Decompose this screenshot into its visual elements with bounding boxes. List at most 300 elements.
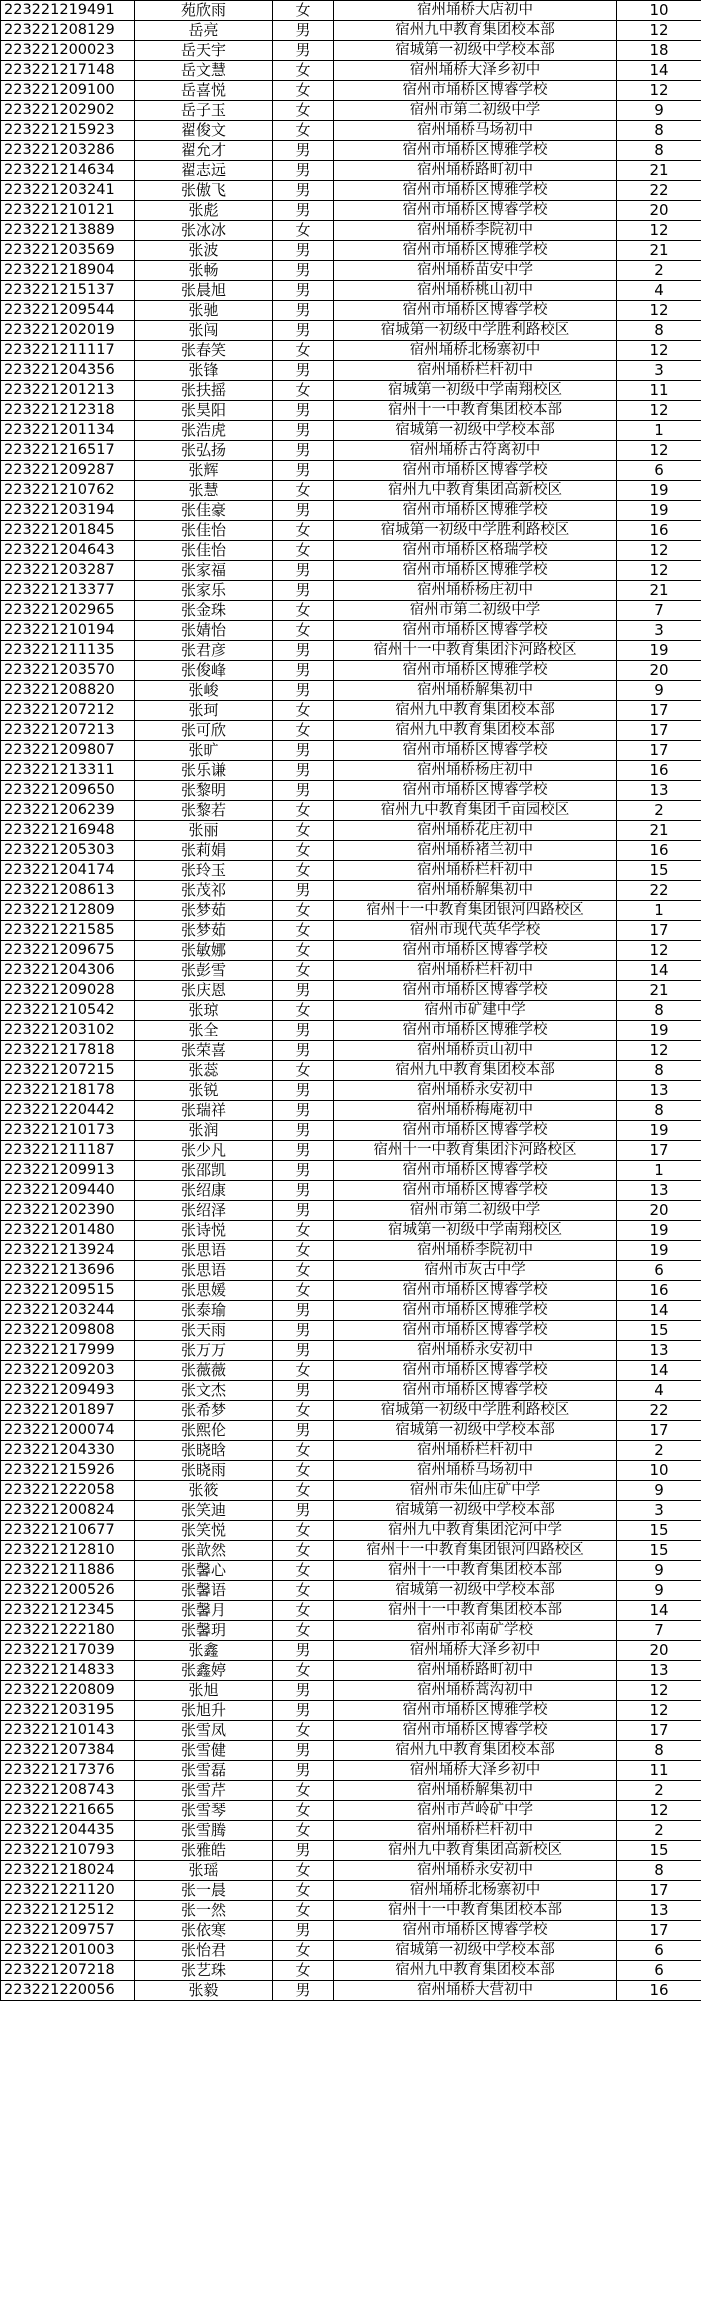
exam-id-cell: 223221208129 bbox=[1, 21, 135, 41]
student-name-cell: 张峻 bbox=[135, 681, 273, 701]
school-cell: 宿州埇桥路町初中 bbox=[334, 161, 617, 181]
school-cell: 宿州埇桥桃山初中 bbox=[334, 281, 617, 301]
table-row bbox=[1, 301, 701, 321]
table-row bbox=[1, 861, 701, 881]
gender-cell: 女 bbox=[273, 1, 334, 21]
number-cell: 7 bbox=[617, 601, 701, 621]
student-name-cell: 翟志远 bbox=[135, 161, 273, 181]
table-row bbox=[1, 1901, 701, 1921]
student-name-cell: 张馨心 bbox=[135, 1561, 273, 1581]
student-name-cell: 张诗悦 bbox=[135, 1221, 273, 1241]
number-cell: 15 bbox=[617, 1841, 701, 1861]
exam-id-cell: 223221221665 bbox=[1, 1801, 135, 1821]
gender-cell: 女 bbox=[273, 1361, 334, 1381]
gender-cell: 女 bbox=[273, 701, 334, 721]
table-row bbox=[1, 1641, 701, 1661]
gender-cell: 女 bbox=[273, 541, 334, 561]
student-name-cell: 岳亮 bbox=[135, 21, 273, 41]
number-cell: 2 bbox=[617, 261, 701, 281]
number-cell: 16 bbox=[617, 1981, 701, 2001]
school-cell: 宿州埇桥永安初中 bbox=[334, 1081, 617, 1101]
student-name-cell: 张乐谦 bbox=[135, 761, 273, 781]
table-row bbox=[1, 241, 701, 261]
gender-cell: 女 bbox=[273, 521, 334, 541]
table-row bbox=[1, 1341, 701, 1361]
number-cell: 19 bbox=[617, 641, 701, 661]
table-row bbox=[1, 1921, 701, 1941]
school-cell: 宿州市第二初级中学 bbox=[334, 1201, 617, 1221]
number-cell: 14 bbox=[617, 961, 701, 981]
gender-cell: 男 bbox=[273, 681, 334, 701]
number-cell: 12 bbox=[617, 941, 701, 961]
table-row bbox=[1, 1541, 701, 1561]
gender-cell: 女 bbox=[273, 1241, 334, 1261]
exam-id-cell: 223221217376 bbox=[1, 1761, 135, 1781]
number-cell: 16 bbox=[617, 1281, 701, 1301]
student-name-cell: 张金珠 bbox=[135, 601, 273, 621]
table-row bbox=[1, 1881, 701, 1901]
gender-cell: 女 bbox=[273, 1541, 334, 1561]
gender-cell: 男 bbox=[273, 1921, 334, 1941]
student-name-cell: 张文杰 bbox=[135, 1381, 273, 1401]
school-cell: 宿州埇桥大营初中 bbox=[334, 1981, 617, 2001]
gender-cell: 男 bbox=[273, 1141, 334, 1161]
student-name-cell: 翟允才 bbox=[135, 141, 273, 161]
number-cell: 12 bbox=[617, 441, 701, 461]
exam-id-cell: 223221215926 bbox=[1, 1461, 135, 1481]
school-cell: 宿州埇桥栏杆初中 bbox=[334, 961, 617, 981]
gender-cell: 男 bbox=[273, 281, 334, 301]
school-cell: 宿州市灰古中学 bbox=[334, 1261, 617, 1281]
gender-cell: 男 bbox=[273, 261, 334, 281]
school-cell: 宿州埇桥杨庄初中 bbox=[334, 581, 617, 601]
table-row bbox=[1, 701, 701, 721]
gender-cell: 女 bbox=[273, 81, 334, 101]
school-cell: 宿城第一初级中学胜利路校区 bbox=[334, 1401, 617, 1421]
number-cell: 6 bbox=[617, 1941, 701, 1961]
student-name-cell: 张绍泽 bbox=[135, 1201, 273, 1221]
number-cell: 12 bbox=[617, 561, 701, 581]
gender-cell: 男 bbox=[273, 301, 334, 321]
school-cell: 宿州埇桥解集初中 bbox=[334, 681, 617, 701]
table-row bbox=[1, 261, 701, 281]
table-row bbox=[1, 881, 701, 901]
student-name-cell: 张锋 bbox=[135, 361, 273, 381]
exam-id-cell: 223221213311 bbox=[1, 761, 135, 781]
number-cell: 6 bbox=[617, 1261, 701, 1281]
school-cell: 宿州埇桥永安初中 bbox=[334, 1341, 617, 1361]
exam-id-cell: 223221217148 bbox=[1, 61, 135, 81]
gender-cell: 女 bbox=[273, 1261, 334, 1281]
table-row bbox=[1, 1081, 701, 1101]
number-cell: 14 bbox=[617, 1301, 701, 1321]
school-cell: 宿州市埇桥区博雅学校 bbox=[334, 141, 617, 161]
exam-id-cell: 223221203102 bbox=[1, 1021, 135, 1041]
gender-cell: 女 bbox=[273, 961, 334, 981]
gender-cell: 男 bbox=[273, 141, 334, 161]
table-row bbox=[1, 1301, 701, 1321]
table-row bbox=[1, 181, 701, 201]
table-row bbox=[1, 1521, 701, 1541]
student-name-cell: 张春笑 bbox=[135, 341, 273, 361]
gender-cell: 男 bbox=[273, 501, 334, 521]
exam-id-cell: 223221202965 bbox=[1, 601, 135, 621]
table-row bbox=[1, 1741, 701, 1761]
student-name-cell: 张茂祁 bbox=[135, 881, 273, 901]
table-row bbox=[1, 841, 701, 861]
student-name-cell: 张可欣 bbox=[135, 721, 273, 741]
student-name-cell: 张冰冰 bbox=[135, 221, 273, 241]
exam-id-cell: 223221212345 bbox=[1, 1601, 135, 1621]
exam-id-cell: 223221211117 bbox=[1, 341, 135, 361]
table-row bbox=[1, 581, 701, 601]
school-cell: 宿州埇桥李院初中 bbox=[334, 221, 617, 241]
school-cell: 宿州市埇桥区博雅学校 bbox=[334, 661, 617, 681]
number-cell: 12 bbox=[617, 1041, 701, 1061]
table-row bbox=[1, 1161, 701, 1181]
table-row bbox=[1, 1961, 701, 1981]
number-cell: 1 bbox=[617, 421, 701, 441]
gender-cell: 男 bbox=[273, 1041, 334, 1061]
gender-cell: 男 bbox=[273, 1341, 334, 1361]
exam-id-cell: 223221211886 bbox=[1, 1561, 135, 1581]
exam-id-cell: 223221203569 bbox=[1, 241, 135, 261]
gender-cell: 男 bbox=[273, 1501, 334, 1521]
table-row bbox=[1, 1621, 701, 1641]
exam-id-cell: 223221213889 bbox=[1, 221, 135, 241]
number-cell: 4 bbox=[617, 1381, 701, 1401]
table-row bbox=[1, 1981, 701, 2001]
school-cell: 宿州九中教育集团校本部 bbox=[334, 1961, 617, 1981]
gender-cell: 男 bbox=[273, 1841, 334, 1861]
table-row bbox=[1, 121, 701, 141]
gender-cell: 女 bbox=[273, 1861, 334, 1881]
table-row bbox=[1, 821, 701, 841]
student-name-cell: 张泰瑜 bbox=[135, 1301, 273, 1321]
table-row bbox=[1, 381, 701, 401]
table-row bbox=[1, 741, 701, 761]
table-row bbox=[1, 721, 701, 741]
school-cell: 宿城第一初级中学南翔校区 bbox=[334, 1221, 617, 1241]
gender-cell: 男 bbox=[273, 21, 334, 41]
exam-id-cell: 223221214634 bbox=[1, 161, 135, 181]
table-row bbox=[1, 1461, 701, 1481]
number-cell: 19 bbox=[617, 1221, 701, 1241]
student-name-cell: 张蕊 bbox=[135, 1061, 273, 1081]
school-cell: 宿州埇桥解集初中 bbox=[334, 1781, 617, 1801]
gender-cell: 男 bbox=[273, 1301, 334, 1321]
number-cell: 19 bbox=[617, 1241, 701, 1261]
exam-id-cell: 223221202390 bbox=[1, 1201, 135, 1221]
school-cell: 宿州市埇桥区博雅学校 bbox=[334, 1021, 617, 1041]
exam-id-cell: 223221200074 bbox=[1, 1421, 135, 1441]
school-cell: 宿州市矿建中学 bbox=[334, 1001, 617, 1021]
exam-id-cell: 223221217039 bbox=[1, 1641, 135, 1661]
table-row bbox=[1, 901, 701, 921]
number-cell: 14 bbox=[617, 61, 701, 81]
table-row bbox=[1, 81, 701, 101]
exam-id-cell: 223221207218 bbox=[1, 1961, 135, 1981]
table-row bbox=[1, 221, 701, 241]
gender-cell: 女 bbox=[273, 1281, 334, 1301]
table-row bbox=[1, 461, 701, 481]
exam-id-cell: 223221214833 bbox=[1, 1661, 135, 1681]
exam-id-cell: 223221203244 bbox=[1, 1301, 135, 1321]
student-name-cell: 张绍康 bbox=[135, 1181, 273, 1201]
table-row bbox=[1, 1601, 701, 1621]
exam-id-cell: 223221204174 bbox=[1, 861, 135, 881]
student-name-cell: 张驰 bbox=[135, 301, 273, 321]
gender-cell: 女 bbox=[273, 1661, 334, 1681]
table-row bbox=[1, 1201, 701, 1221]
number-cell: 12 bbox=[617, 1801, 701, 1821]
student-name-cell: 张晓雨 bbox=[135, 1461, 273, 1481]
number-cell: 12 bbox=[617, 301, 701, 321]
number-cell: 12 bbox=[617, 541, 701, 561]
student-name-cell: 张鑫婷 bbox=[135, 1661, 273, 1681]
number-cell: 16 bbox=[617, 841, 701, 861]
school-cell: 宿城第一初级中学校本部 bbox=[334, 1581, 617, 1601]
exam-id-cell: 223221207212 bbox=[1, 701, 135, 721]
gender-cell: 女 bbox=[273, 221, 334, 241]
gender-cell: 女 bbox=[273, 1621, 334, 1641]
school-cell: 宿城第一初级中学校本部 bbox=[334, 1501, 617, 1521]
student-name-cell: 张佳豪 bbox=[135, 501, 273, 521]
number-cell: 10 bbox=[617, 1, 701, 21]
student-name-cell: 张雪磊 bbox=[135, 1761, 273, 1781]
school-cell: 宿州九中教育集团高新校区 bbox=[334, 1841, 617, 1861]
number-cell: 9 bbox=[617, 681, 701, 701]
number-cell: 8 bbox=[617, 321, 701, 341]
number-cell: 12 bbox=[617, 81, 701, 101]
gender-cell: 女 bbox=[273, 621, 334, 641]
table-row bbox=[1, 1821, 701, 1841]
gender-cell: 女 bbox=[273, 1781, 334, 1801]
exam-id-cell: 223221208613 bbox=[1, 881, 135, 901]
gender-cell: 女 bbox=[273, 1941, 334, 1961]
student-name-cell: 张晓晗 bbox=[135, 1441, 273, 1461]
number-cell: 17 bbox=[617, 921, 701, 941]
school-cell: 宿州十一中教育集团校本部 bbox=[334, 1561, 617, 1581]
table-row bbox=[1, 1021, 701, 1041]
school-cell: 宿州市埇桥区博睿学校 bbox=[334, 1161, 617, 1181]
exam-id-cell: 223221212318 bbox=[1, 401, 135, 421]
student-name-cell: 张珂 bbox=[135, 701, 273, 721]
exam-id-cell: 223221202902 bbox=[1, 101, 135, 121]
gender-cell: 女 bbox=[273, 1601, 334, 1621]
school-cell: 宿州市埇桥区博雅学校 bbox=[334, 501, 617, 521]
table-row bbox=[1, 541, 701, 561]
number-cell: 9 bbox=[617, 1481, 701, 1501]
number-cell: 15 bbox=[617, 1541, 701, 1561]
gender-cell: 男 bbox=[273, 1081, 334, 1101]
table-row bbox=[1, 41, 701, 61]
school-cell: 宿州九中教育集团校本部 bbox=[334, 701, 617, 721]
exam-id-cell: 223221206239 bbox=[1, 801, 135, 821]
gender-cell: 男 bbox=[273, 1421, 334, 1441]
number-cell: 22 bbox=[617, 881, 701, 901]
gender-cell: 女 bbox=[273, 101, 334, 121]
gender-cell: 女 bbox=[273, 1561, 334, 1581]
school-cell: 宿州市埇桥区博睿学校 bbox=[334, 1921, 617, 1941]
student-name-cell: 张筱 bbox=[135, 1481, 273, 1501]
school-cell: 宿州市埇桥区博睿学校 bbox=[334, 981, 617, 1001]
table-row bbox=[1, 1941, 701, 1961]
school-cell: 宿州市埇桥区博雅学校 bbox=[334, 181, 617, 201]
student-name-cell: 张梦茹 bbox=[135, 921, 273, 941]
table-row bbox=[1, 1361, 701, 1381]
exam-id-cell: 223221213696 bbox=[1, 1261, 135, 1281]
table-row bbox=[1, 1861, 701, 1881]
exam-id-cell: 223221209203 bbox=[1, 1361, 135, 1381]
school-cell: 宿城第一初级中学校本部 bbox=[334, 41, 617, 61]
student-name-cell: 张旭升 bbox=[135, 1701, 273, 1721]
student-table-body bbox=[1, 1, 701, 2001]
number-cell: 21 bbox=[617, 581, 701, 601]
gender-cell: 男 bbox=[273, 581, 334, 601]
school-cell: 宿州埇桥栏杆初中 bbox=[334, 1821, 617, 1841]
school-cell: 宿城第一初级中学校本部 bbox=[334, 1941, 617, 1961]
gender-cell: 男 bbox=[273, 661, 334, 681]
student-name-cell: 张少凡 bbox=[135, 1141, 273, 1161]
school-cell: 宿州埇桥路町初中 bbox=[334, 1661, 617, 1681]
gender-cell: 男 bbox=[273, 461, 334, 481]
gender-cell: 女 bbox=[273, 801, 334, 821]
student-name-cell: 岳喜悦 bbox=[135, 81, 273, 101]
student-name-cell: 张雪健 bbox=[135, 1741, 273, 1761]
number-cell: 10 bbox=[617, 1461, 701, 1481]
student-name-cell: 张辉 bbox=[135, 461, 273, 481]
table-row bbox=[1, 1481, 701, 1501]
gender-cell: 女 bbox=[273, 121, 334, 141]
exam-id-cell: 223221200824 bbox=[1, 1501, 135, 1521]
exam-id-cell: 223221202019 bbox=[1, 321, 135, 341]
school-cell: 宿州九中教育集团校本部 bbox=[334, 1061, 617, 1081]
student-name-cell: 张扶摇 bbox=[135, 381, 273, 401]
school-cell: 宿州十一中教育集团校本部 bbox=[334, 1601, 617, 1621]
table-row bbox=[1, 981, 701, 1001]
number-cell: 12 bbox=[617, 21, 701, 41]
school-cell: 宿州市埇桥区博雅学校 bbox=[334, 561, 617, 581]
number-cell: 17 bbox=[617, 1141, 701, 1161]
table-row bbox=[1, 941, 701, 961]
table-row bbox=[1, 1041, 701, 1061]
number-cell: 9 bbox=[617, 1561, 701, 1581]
number-cell: 16 bbox=[617, 521, 701, 541]
table-row bbox=[1, 281, 701, 301]
school-cell: 宿州市埇桥区博睿学校 bbox=[334, 81, 617, 101]
student-name-cell: 张敏娜 bbox=[135, 941, 273, 961]
number-cell: 17 bbox=[617, 741, 701, 761]
school-cell: 宿州埇桥栏杆初中 bbox=[334, 361, 617, 381]
student-name-cell: 张歆然 bbox=[135, 1541, 273, 1561]
exam-id-cell: 223221210542 bbox=[1, 1001, 135, 1021]
number-cell: 17 bbox=[617, 1421, 701, 1441]
school-cell: 宿州市埇桥区博睿学校 bbox=[334, 781, 617, 801]
exam-id-cell: 223221203286 bbox=[1, 141, 135, 161]
number-cell: 22 bbox=[617, 181, 701, 201]
exam-id-cell: 223221200023 bbox=[1, 41, 135, 61]
number-cell: 2 bbox=[617, 1781, 701, 1801]
school-cell: 宿州九中教育集团校本部 bbox=[334, 1741, 617, 1761]
table-row bbox=[1, 1801, 701, 1821]
number-cell: 13 bbox=[617, 1181, 701, 1201]
exam-id-cell: 223221222058 bbox=[1, 1481, 135, 1501]
exam-id-cell: 223221207384 bbox=[1, 1741, 135, 1761]
school-cell: 宿州埇桥古符离初中 bbox=[334, 441, 617, 461]
table-row bbox=[1, 1241, 701, 1261]
exam-id-cell: 223221217999 bbox=[1, 1341, 135, 1361]
table-row bbox=[1, 921, 701, 941]
table-row bbox=[1, 61, 701, 81]
school-cell: 宿州市埇桥区博雅学校 bbox=[334, 241, 617, 261]
exam-id-cell: 223221221585 bbox=[1, 921, 135, 941]
gender-cell: 男 bbox=[273, 1381, 334, 1401]
student-name-cell: 张旷 bbox=[135, 741, 273, 761]
student-name-cell: 张雅皓 bbox=[135, 1841, 273, 1861]
exam-id-cell: 223221209544 bbox=[1, 301, 135, 321]
school-cell: 宿州十一中教育集团银河四路校区 bbox=[334, 1541, 617, 1561]
table-row bbox=[1, 1501, 701, 1521]
student-name-cell: 张熙伦 bbox=[135, 1421, 273, 1441]
number-cell: 12 bbox=[617, 221, 701, 241]
number-cell: 20 bbox=[617, 1641, 701, 1661]
table-row bbox=[1, 1421, 701, 1441]
school-cell: 宿州九中教育集团千亩园校区 bbox=[334, 801, 617, 821]
gender-cell: 男 bbox=[273, 761, 334, 781]
student-name-cell: 张彭雪 bbox=[135, 961, 273, 981]
student-name-cell: 张笑悦 bbox=[135, 1521, 273, 1541]
table-row bbox=[1, 1381, 701, 1401]
exam-id-cell: 223221210173 bbox=[1, 1121, 135, 1141]
school-cell: 宿州十一中教育集团校本部 bbox=[334, 401, 617, 421]
table-row bbox=[1, 201, 701, 221]
gender-cell: 女 bbox=[273, 1881, 334, 1901]
table-row bbox=[1, 1581, 701, 1601]
exam-id-cell: 223221203195 bbox=[1, 1701, 135, 1721]
school-cell: 宿州市埇桥区博睿学校 bbox=[334, 301, 617, 321]
school-cell: 宿州十一中教育集团银河四路校区 bbox=[334, 901, 617, 921]
number-cell: 2 bbox=[617, 801, 701, 821]
school-cell: 宿城第一初级中学南翔校区 bbox=[334, 381, 617, 401]
table-row bbox=[1, 1141, 701, 1161]
school-cell: 宿州市埇桥区博睿学校 bbox=[334, 201, 617, 221]
school-cell: 宿州埇桥梅庵初中 bbox=[334, 1101, 617, 1121]
exam-id-cell: 223221203570 bbox=[1, 661, 135, 681]
gender-cell: 女 bbox=[273, 941, 334, 961]
exam-id-cell: 223221212809 bbox=[1, 901, 135, 921]
number-cell: 21 bbox=[617, 161, 701, 181]
exam-id-cell: 223221209650 bbox=[1, 781, 135, 801]
student-name-cell: 张艺珠 bbox=[135, 1961, 273, 1981]
exam-id-cell: 223221204306 bbox=[1, 961, 135, 981]
table-row bbox=[1, 1221, 701, 1241]
table-row bbox=[1, 441, 701, 461]
school-cell: 宿州市第二初级中学 bbox=[334, 601, 617, 621]
number-cell: 15 bbox=[617, 1321, 701, 1341]
school-cell: 宿州十一中教育集团汴河路校区 bbox=[334, 641, 617, 661]
student-name-cell: 张雪凤 bbox=[135, 1721, 273, 1741]
school-cell: 宿城第一初级中学胜利路校区 bbox=[334, 521, 617, 541]
table-row bbox=[1, 761, 701, 781]
gender-cell: 男 bbox=[273, 361, 334, 381]
school-cell: 宿州埇桥北杨寨初中 bbox=[334, 1881, 617, 1901]
student-name-cell: 张一晨 bbox=[135, 1881, 273, 1901]
table-row bbox=[1, 1761, 701, 1781]
exam-id-cell: 223221210677 bbox=[1, 1521, 135, 1541]
table-row bbox=[1, 1061, 701, 1081]
number-cell: 2 bbox=[617, 1821, 701, 1841]
